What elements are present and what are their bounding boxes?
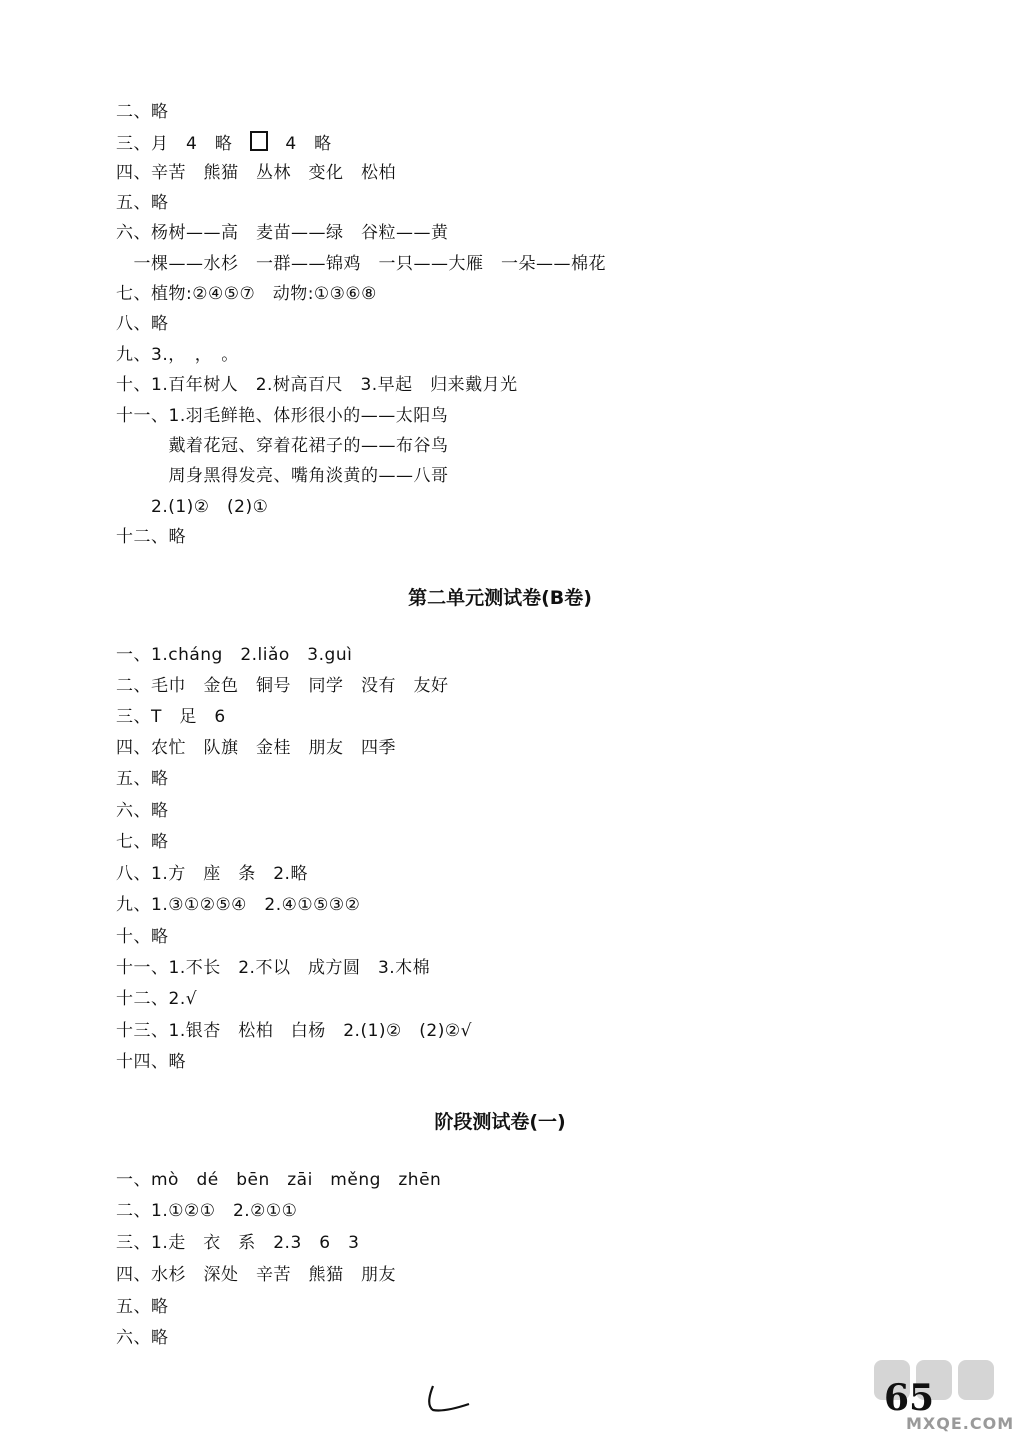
answer-line: 五、略 bbox=[116, 1297, 169, 1317]
section-title: 阶段测试卷(一) bbox=[434, 1111, 566, 1133]
answer-line: 六、杨树——高 麦苗——绿 谷粒——黄 bbox=[116, 223, 449, 243]
answer-line: 二、略 bbox=[116, 102, 169, 122]
page-number: 65 bbox=[884, 1377, 935, 1419]
answer-line: 六、略 bbox=[116, 1328, 169, 1348]
answer-line: 七、略 bbox=[116, 832, 169, 852]
answer-line: 三、T 足 6 bbox=[116, 707, 226, 727]
answer-line: 二、毛巾 金色 铜号 同学 没有 友好 bbox=[116, 676, 449, 696]
watermark-text: MXQE.COM bbox=[906, 1414, 1014, 1433]
answer-line: 四、水杉 深处 辛苦 熊猫 朋友 bbox=[116, 1265, 396, 1285]
answer-line: 四、农忙 队旗 金桂 朋友 四季 bbox=[116, 738, 396, 758]
answer-line: 周身黑得发亮、嘴角淡黄的——八哥 bbox=[116, 466, 449, 486]
answer-line: 十一、1.不长 2.不以 成方圆 3.木棉 bbox=[116, 958, 431, 978]
answer-line: 一、1.cháng 2.liǎo 3.guì bbox=[116, 645, 353, 665]
answer-line: 十四、略 bbox=[116, 1052, 186, 1072]
answer-line: 三、月 4 略 4 略 bbox=[116, 131, 332, 155]
answer-line: 三、1.走 衣 系 2.3 6 3 bbox=[116, 1233, 360, 1253]
section-title: 第二单元测试卷(B卷) bbox=[408, 587, 592, 609]
answer-line: 十一、1.羽毛鲜艳、体形很小的——太阳鸟 bbox=[116, 406, 449, 426]
answer-line: 八、1.方 座 条 2.略 bbox=[116, 864, 308, 884]
answer-line: 五、略 bbox=[116, 769, 169, 789]
answer-line: 十、1.百年树人 2.树高百尺 3.早起 归来戴月光 bbox=[116, 375, 518, 395]
answer-line: 四、辛苦 熊猫 丛林 变化 松柏 bbox=[116, 163, 396, 183]
answer-line: 二、1.①②① 2.②①① bbox=[116, 1201, 298, 1221]
answer-line: 一棵——水杉 一群——锦鸡 一只——大雁 一朵——棉花 bbox=[116, 254, 606, 274]
answer-line: 一、mò dé bēn zāi měng zhēn bbox=[116, 1170, 442, 1190]
answer-line: 六、略 bbox=[116, 801, 169, 821]
answer-line: 八、略 bbox=[116, 314, 169, 334]
answer-line: 十三、1.银杏 松柏 白杨 2.(1)② (2)②√ bbox=[116, 1021, 472, 1041]
answer-line: 2.(1)② (2)① bbox=[116, 497, 269, 517]
pen-stroke-mark bbox=[425, 1384, 473, 1414]
answer-line: 十二、2.√ bbox=[116, 989, 198, 1009]
answer-line: 十、略 bbox=[116, 927, 169, 947]
square-box-icon bbox=[250, 131, 268, 151]
answer-line: 十二、略 bbox=[116, 527, 186, 547]
answer-line: 五、略 bbox=[116, 193, 169, 213]
answer-line: 九、1.③①②⑤④ 2.④①⑤③② bbox=[116, 895, 361, 915]
answer-line: 戴着花冠、穿着花裙子的——布谷鸟 bbox=[116, 436, 449, 456]
answer-line: 九、3.， ， 。 bbox=[116, 345, 239, 365]
answer-line: 七、植物:②④⑤⑦ 动物:①③⑥⑧ bbox=[116, 284, 377, 304]
